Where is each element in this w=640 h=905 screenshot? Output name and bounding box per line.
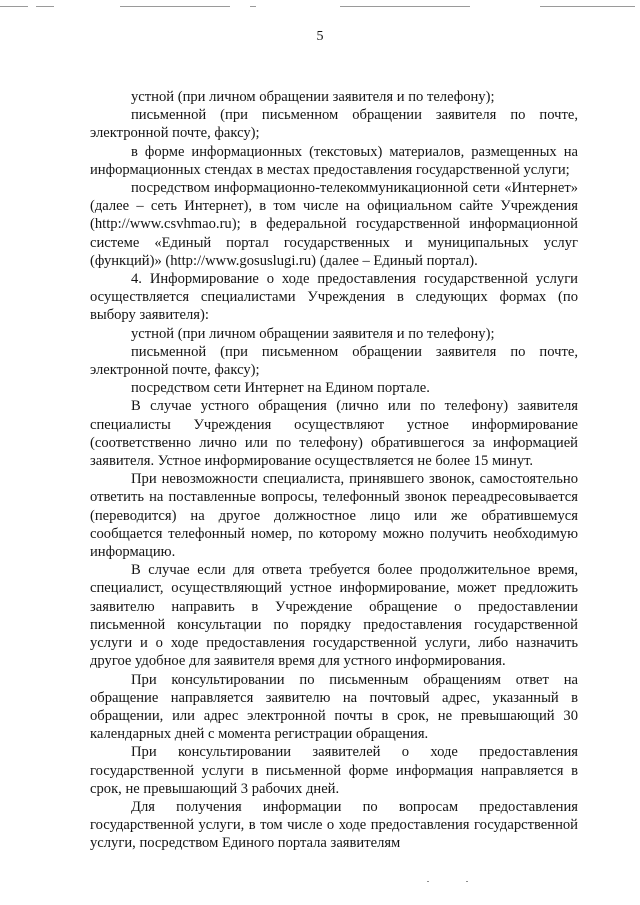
paragraph-written-requests: При консультировании по письменным обращениям ответ на обращение направляется заявителю на почтовый адрес, указанный в обращении, или адрес электронной почты в срок, не превышающий 30 календарных дней с момента регистрации обращения.: [90, 671, 578, 743]
body-text: [90, 88, 578, 853]
paragraph-oral-request: В случае устного обращения (лично или по телефону) заявителя специалисты Учреждения осуществляют устное информирование (соответственно лично или по телефону) обратившегося за информацией заявителя. Устное информирование осуществляется не более 15 минут.: [90, 398, 578, 470]
paragraph-written-consultation: При консультировании заявителей о ходе предоставления государственной услуги в письменной форме информация направляется в срок, не превышающий 3 рабочих дней.: [90, 744, 578, 797]
paragraph-item-4: 4. Информирование о ходе предоставления государственной услуги осуществляется специалистами Учреждения в следующих формах (по выбору заявителя):: [90, 271, 578, 324]
paragraph-oral-form: устной (при личном обращении заявителя и по телефону);: [131, 89, 495, 105]
page-number: 5: [316, 29, 324, 44]
scan-edge-artifact: [0, 6, 640, 8]
paragraph-portal-info: Для получения информации по вопросам предоставления государственной услуги, в том числе о ходе предоставления государственной услуги, посредством Единого портала заявителям: [90, 798, 578, 852]
scan-speck: [466, 881, 468, 882]
paragraph-oral-form-2: устной (при личном обращении заявителя и по телефону);: [131, 325, 495, 342]
paragraph-info-stands: в форме информационных (текстовых) материалов, размещенных на информационных стендах в местах предоставления государственной услуги;: [90, 143, 578, 178]
scan-speck: [427, 881, 429, 882]
paragraph-written-form-2: письменной (при письменном обращении заявителя по почте, электронной почте, факсу);: [90, 343, 578, 379]
paragraph-longer-time: В случае если для ответа требуется более продолжительное время, специалист, осуществляющий устное информирование, может предложить заявителю направить в Учреждение обращение о предоставлении письменной консультации по порядку предоставления государственной услуги и о ходе предоставления государственной услуги, либо назначить другое удобное для заявителя время для устного информирования.: [90, 562, 578, 670]
paragraph-written-form: письменной (при письменном обращении заявителя по почте, электронной почте, факсу);: [90, 107, 578, 142]
paragraph-call-redirect: При невозможности специалиста, принявшего звонок, самостоятельно ответить на поставленные вопросы, телефонный звонок переадресовывается (переводится) на другое должностное лицо или же обратившемуся сообщается телефонный номер, по которому можно получить необходимую информацию.: [90, 471, 578, 561]
paragraph-internet: посредством информационно-телекоммуникационной сети «Интернет» (далее – сеть Интернет), в том числе на официальном сайте Учреждения (http://www.csvhmao.ru); в федеральной государственной информационной системе «Единый портал государственных и муниципальных услуг (функций)» (http://www.gosuslugi.ru) (далее – Единый портал).: [90, 180, 578, 269]
paragraph-internet-portal: посредством сети Интернет на Едином портале.: [131, 380, 430, 397]
